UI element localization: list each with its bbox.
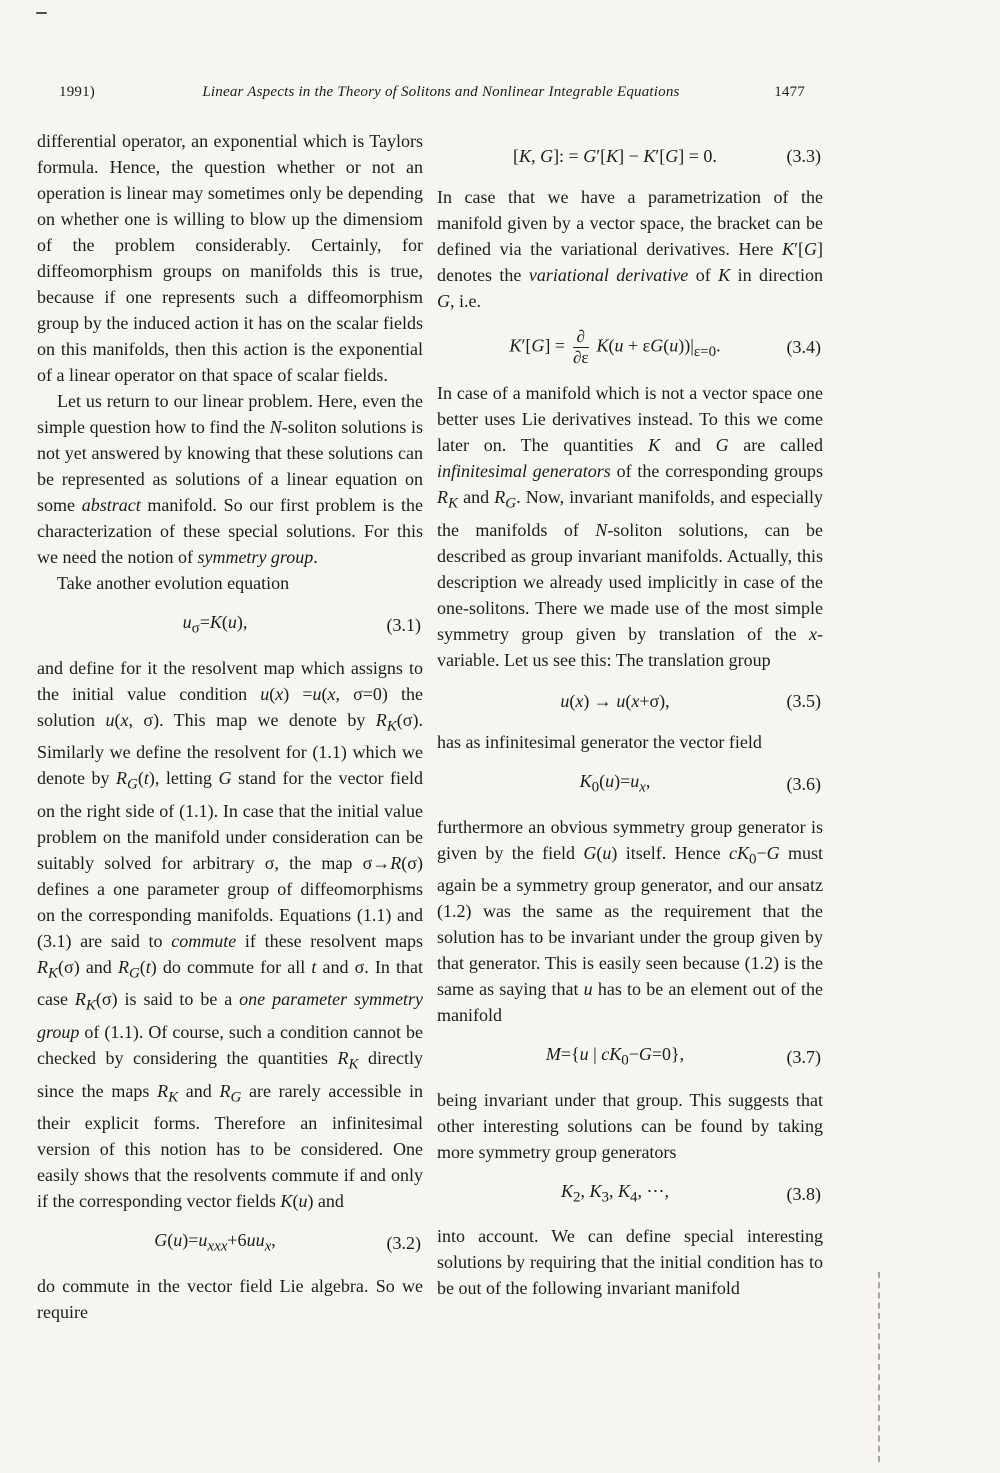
equation-number: (3.4) xyxy=(786,337,821,358)
header-year: 1991) xyxy=(59,84,95,100)
equation-body: K′[G] = $\frac{\partial}{\partial\varepsilon}$ $K(u + \varepsilon G(u))|_{\varepsilon=0}$. xyxy=(509,327,721,367)
journal-header xyxy=(37,84,823,101)
right-column xyxy=(437,128,823,1301)
paragraph: and define for it the resolvent map which assigns to the initial value condition u(x) =u(x, σ=0) the solution u(x, σ). This map we denote by $R_K(\sigma)$. Similarly we define the resolvent for (1.1) which we denote by $R_G(t)$, letting G stand for the vector field on the right side of (1.1). In case that the initial value problem on the manifold under consideration can be suitably solved for arbitrary σ, the map σ→R(σ) defines a one parameter group of diffeomorphisms on the corresponding manifolds. Equations (1.1) and (3.1) are said to commute if these resolvent maps $R_K(\sigma)$ and $R_G(t)$ do commute for all t and σ. In that case $R_K(\sigma)$ is said to be a one parameter symmetry group of (1.1). Of course, such a condition cannot be checked by considering the quantities $R_K$ directly since the maps $R_K$ and $R_G$ are rarely accessible in their explicit forms. Therefore an infinitesimal version of this notion has to be considered. One easily shows that the resolvents commute if and only if the corresponding vector fields K(u) and xyxy=(37,657,423,1212)
header-page-number: 1477 xyxy=(774,84,805,100)
equation-number: (3.2) xyxy=(386,1233,421,1254)
equation-3-3 xyxy=(437,141,823,171)
equation-3-8 xyxy=(437,1178,823,1211)
equation-number: (3.7) xyxy=(786,1047,821,1068)
equation-3-4 xyxy=(437,327,823,367)
equation-body: $K_0(u)=u_x$, xyxy=(579,770,651,796)
paragraph: Take another evolution equation xyxy=(57,573,290,593)
equation-number: (3.5) xyxy=(786,690,821,711)
equation-3-7 xyxy=(437,1041,823,1074)
equation-number: (3.8) xyxy=(786,1183,821,1204)
paragraph: furthermore an obvious symmetry group generator is given by the field G(u) itself. Hence $cK_0-G$ must again be a symmetry group generator, and our ansatz (1.2) was the same as the requirement that the solution has to be invariant under the group given by that generator. This is easily seen because (1.2) is the same as saying that u has to be an element out of the manifold xyxy=(437,816,823,1026)
equation-body: [K, G]: = G′[K] − K′[G] = 0. xyxy=(513,146,717,166)
left-column xyxy=(37,128,423,1325)
equation-3-1 xyxy=(37,609,423,642)
equation-3-2 xyxy=(37,1227,423,1260)
equation-body: u(x) → u(x+σ), xyxy=(560,690,670,711)
paragraph: being invariant under that group. This suggests that other interesting solutions can be found by taking more symmetry group generators xyxy=(437,1089,823,1162)
equation-body: $u_\sigma=K(u)$, xyxy=(182,612,248,637)
header-title: Linear Aspects in the Theory of Solitons and Nonlinear Integrable Equations xyxy=(202,84,680,100)
paragraph: Let us return to our linear problem. Here, even the simple question how to find the N-soliton solutions is not yet answered by knowing that these solutions can be represented as solutions of a linear equation on some abstract manifold. So our first problem is the characterization of these special solutions. For this we need the notion of symmetry group. xyxy=(37,391,423,567)
equation-3-6 xyxy=(437,768,823,801)
scan-artifact-line xyxy=(878,1272,880,1462)
equation-body: $G(u)=u_{xxx}+6uu_x$, xyxy=(154,1230,276,1255)
equation-number: (3.1) xyxy=(386,615,421,636)
paragraph: do commute in the vector field Lie algebra. So we require xyxy=(37,1275,423,1322)
paragraph: In case that we have a parametrization of the manifold given by a vector space, the bracket can be defined via the variational derivatives. Here K′[G] denotes the variational derivative of K in direction G, i.e. xyxy=(437,187,824,311)
equation-number: (3.3) xyxy=(786,146,821,166)
paragraph: has as infinitesimal generator the vector field xyxy=(437,731,762,752)
paragraph: In case of a manifold which is not a vector space one better uses Lie derivatives instead. To this we come later on. The quantities K and G are called infinitesimal generators of the corresponding groups $R_K$ and $R_G$. Now, invariant manifolds, and especially the manifolds of N-soliton solutions, can be described as group invariant manifolds. Actually, this description we already used implicitly in case of the one-solitons. There we made use of the most simple symmetry group given by translation of the x-variable. Let us see this: The translation group xyxy=(437,383,823,670)
equation-number: (3.6) xyxy=(786,774,821,795)
equation-3-5 xyxy=(437,686,823,716)
equation-body: M={u | $cK_0-G=0$}, xyxy=(545,1044,685,1069)
equation-body: $K_2$, $K_3$, $K_4$, ⋯, xyxy=(560,1180,670,1206)
scan-artifact-dash xyxy=(36,12,47,14)
paragraph: differential operator, an exponential which is Taylors formula. Hence, the question whether or not an operation is linear may sometimes only be depending on whether one is willing to blow up the dimensiom of the problem considerably. Certainly, for diffeomorphism groups on manifolds this is true, because if one represents such a diffeomorphism group by the induced action it has on the scalar fields on this manifolds, then this action is the exponential of a linear operator on that space of scalar fields. xyxy=(37,131,423,385)
paragraph: into account. We can define special interesting solutions by requiring that the initial condition has to be out of the following invariant manifold xyxy=(437,1226,823,1299)
